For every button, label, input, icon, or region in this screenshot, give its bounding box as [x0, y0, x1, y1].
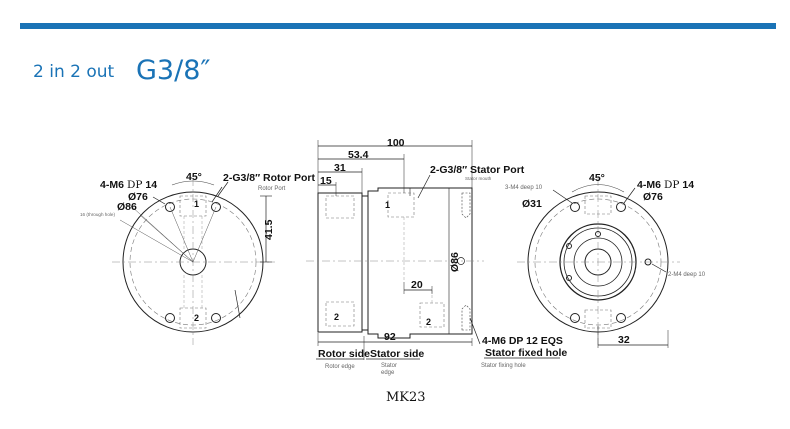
rotor-body [318, 193, 362, 332]
dim-32-label: 32 [618, 334, 630, 346]
side-port-1-label: 1 [385, 200, 391, 210]
stator-port-sublabel: Stator mouth [465, 176, 492, 181]
fixing-hole-sublabel: Stator fixing hole [481, 363, 526, 369]
left-height-label: 41.5 [263, 219, 275, 240]
side-port-2b-label: 2 [426, 317, 432, 327]
right-pcd-label: Ø76 [643, 191, 663, 203]
m4-right-label: 2-M4 deep 10 [668, 272, 706, 278]
config-label: 2 in 2 out [33, 62, 115, 82]
left-thread-hole-label: 4-M6 DP 14 [100, 179, 158, 191]
rotor-side-label: Rotor side [318, 348, 370, 360]
right-bolt-hole [571, 314, 580, 323]
side-diameter-label: Ø86 [449, 252, 461, 272]
dim-20-label: 20 [411, 279, 423, 291]
left-outer-diameter-label: Ø86 [117, 201, 137, 213]
left-port-2-label: 2 [194, 313, 200, 323]
dim-31-label: 31 [334, 162, 346, 174]
stator-side-sublabel-2: edge [381, 370, 395, 376]
right-bolt-hole [571, 203, 580, 212]
model-label: MK23 [386, 390, 426, 405]
left-angle-label: 45° [186, 171, 202, 183]
rotor-port-label: 2-G3/8″ Rotor Port [223, 172, 315, 184]
dim-53-label: 53.4 [348, 149, 369, 161]
right-thread-hole-label: 4-M6 DP 14 [637, 179, 695, 191]
left-pcd-label: Ø76 [128, 191, 148, 203]
left-port-1-label: 1 [194, 199, 200, 209]
dim-15-label: 15 [320, 175, 332, 187]
right-angle-label: 45° [589, 172, 605, 184]
rotor-port-sublabel: Rotor Port [258, 186, 286, 192]
rotor-side-sublabel: Rotor edge [325, 364, 355, 370]
side-port-2-label: 2 [334, 312, 340, 322]
stator-side-sublabel-1: Stator [381, 363, 398, 369]
stator-side-label: Stator side [370, 348, 425, 360]
stator-port-label: 2-G3/8″ Stator Port [430, 164, 525, 176]
right-bolt-hole [617, 203, 626, 212]
fixing-hole-label: 4-M6 DP 12 EQS [482, 335, 563, 347]
right-inner-diameter-label: Ø31 [522, 198, 542, 210]
through-hole-label: 16 (through hole) [80, 212, 115, 217]
left-bolt-hole [212, 314, 221, 323]
thread-title: G3/8″ [136, 55, 211, 86]
left-bolt-hole [166, 314, 175, 323]
length-100-label: 100 [387, 137, 405, 149]
fixing-hole-label-2: Stator fixed hole [485, 347, 568, 359]
dim-92-label: 92 [384, 331, 396, 343]
right-bolt-hole [617, 314, 626, 323]
m4-top-label: 3-M4 deep 10 [505, 185, 543, 191]
